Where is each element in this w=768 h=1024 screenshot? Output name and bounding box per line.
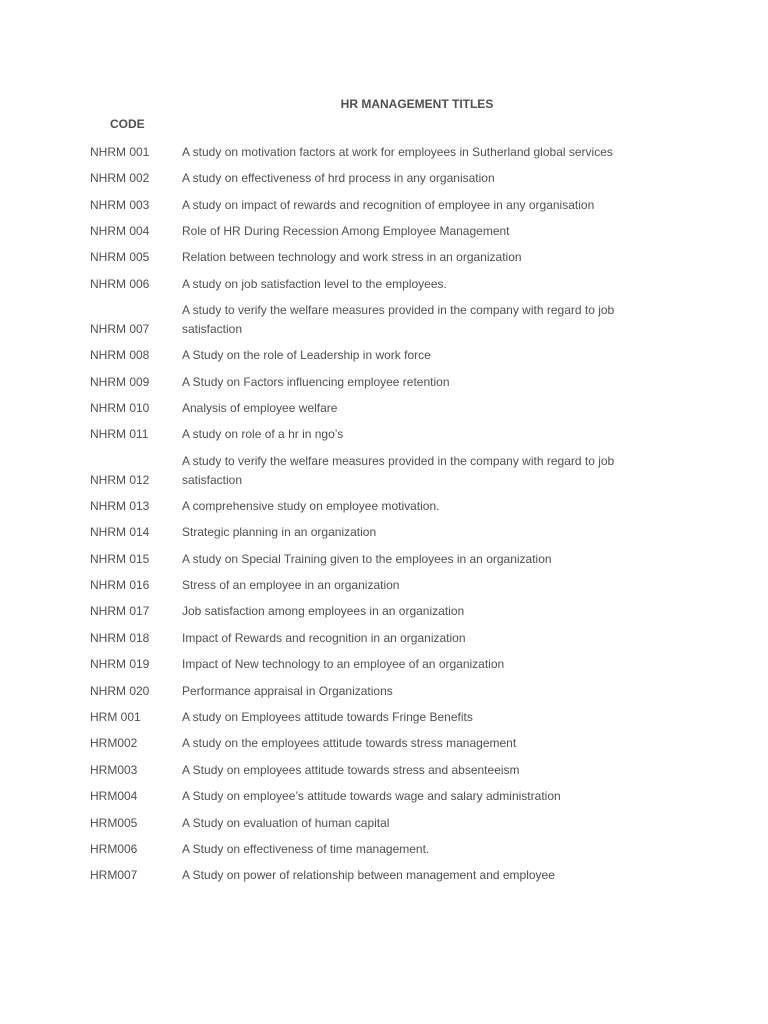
row-title: Impact of Rewards and recognition in an organization — [182, 630, 466, 645]
row-code: HRM003 — [90, 762, 138, 777]
row-code: HRM005 — [90, 815, 138, 830]
row-code: HRM007 — [90, 868, 138, 883]
list-item — [0, 341, 768, 367]
row-title: A study on effectiveness of hrd process in any organisation — [182, 171, 495, 186]
list-item — [0, 394, 768, 420]
list-item — [0, 862, 768, 888]
row-code: NHRM 018 — [90, 630, 150, 645]
row-code: NHRM 014 — [90, 525, 150, 540]
list-item — [0, 545, 768, 571]
row-title: Job satisfaction among employees in an organization — [182, 604, 465, 619]
row-title: A Study on the role of Leadership in work force — [182, 348, 431, 363]
row-title: A study on role of a hr in ngo’s — [182, 427, 344, 442]
row-title: A study to verify the welfare measures provided in the company with regard to job satisfaction — [182, 303, 615, 336]
row-code: NHRM 007 — [90, 321, 150, 336]
row-code: NHRM 006 — [90, 276, 150, 291]
row-title: A study on job satisfaction level to the employees. — [182, 276, 447, 291]
row-code: NHRM 012 — [90, 472, 150, 487]
row-code: HRM004 — [90, 789, 138, 804]
row-title: A study on Special Training given to the employees in an organization — [182, 551, 552, 566]
row-code: NHRM 002 — [90, 171, 150, 186]
row-title: Role of HR During Recession Among Employee Management — [182, 223, 510, 238]
list-item — [0, 598, 768, 624]
row-code: NHRM 011 — [90, 427, 149, 442]
page-title: HR MANAGEMENT TITLES — [340, 97, 494, 111]
list-item — [0, 296, 768, 341]
row-code: NHRM 009 — [90, 374, 150, 389]
row-code: NHRM 004 — [90, 223, 150, 238]
list-item — [0, 421, 768, 447]
titles-list — [0, 138, 768, 888]
row-title: A study on Employees attitude towards Fringe Benefits — [182, 710, 473, 725]
list-item — [0, 518, 768, 544]
row-code: NHRM 008 — [90, 348, 150, 363]
row-title: Analysis of employee welfare — [182, 401, 338, 416]
list-item — [0, 244, 768, 270]
list-item — [0, 217, 768, 243]
row-title: A Study on Factors influencing employee retention — [182, 374, 450, 389]
row-code: NHRM 015 — [90, 551, 150, 566]
row-title: Impact of New technology to an employee of an organization — [182, 657, 505, 672]
row-title: A study to verify the welfare measures provided in the company with regard to job satisfaction — [182, 453, 615, 487]
list-item — [0, 835, 768, 861]
list-item — [0, 809, 768, 835]
list-item — [0, 624, 768, 650]
row-code: NHRM 005 — [90, 250, 150, 265]
row-title: A Study on employee’s attitude towards wage and salary administration — [182, 789, 561, 804]
row-code: NHRM 013 — [90, 498, 150, 513]
list-item — [0, 756, 768, 782]
row-title: A Study on power of relationship between management and employee — [182, 868, 555, 883]
row-code: NHRM 001 — [90, 144, 150, 159]
list-item — [0, 191, 768, 217]
row-title: A comprehensive study on employee motivation. — [182, 498, 440, 513]
list-item — [0, 492, 768, 518]
row-code: NHRM 010 — [90, 401, 150, 416]
row-title: Relation between technology and work stress in an organization — [182, 250, 522, 265]
code-column-header: CODE — [110, 117, 145, 131]
row-title: Strategic planning in an organization — [182, 525, 377, 540]
list-item — [0, 571, 768, 597]
list-item — [0, 270, 768, 296]
row-code: NHRM 016 — [90, 578, 150, 593]
list-item — [0, 447, 768, 492]
list-item — [0, 782, 768, 808]
list-item — [0, 368, 768, 394]
row-title: A Study on employees attitude towards stress and absenteeism — [182, 762, 520, 777]
list-item — [0, 164, 768, 190]
row-code: NHRM 003 — [90, 197, 150, 212]
row-code: HRM006 — [90, 841, 138, 856]
row-title: Stress of an employee in an organization — [182, 578, 400, 593]
row-title: A Study on effectiveness of time management. — [182, 841, 430, 856]
row-code: HRM002 — [90, 736, 138, 751]
row-code: NHRM 019 — [90, 657, 150, 672]
row-title: A study on motivation factors at work for employees in Sutherland global services — [182, 144, 613, 159]
list-item — [0, 703, 768, 729]
row-title: A study on the employees attitude towards stress management — [182, 736, 517, 751]
list-item — [0, 677, 768, 703]
row-title: A study on impact of rewards and recognition of employee in any organisation — [182, 197, 595, 212]
row-title: Performance appraisal in Organizations — [182, 683, 393, 698]
list-item — [0, 138, 768, 164]
row-code: HRM 001 — [90, 710, 141, 725]
row-code: NHRM 017 — [90, 604, 150, 619]
row-code: NHRM 020 — [90, 683, 150, 698]
list-item — [0, 730, 768, 756]
row-title: A Study on evaluation of human capital — [182, 815, 390, 830]
list-item — [0, 650, 768, 676]
